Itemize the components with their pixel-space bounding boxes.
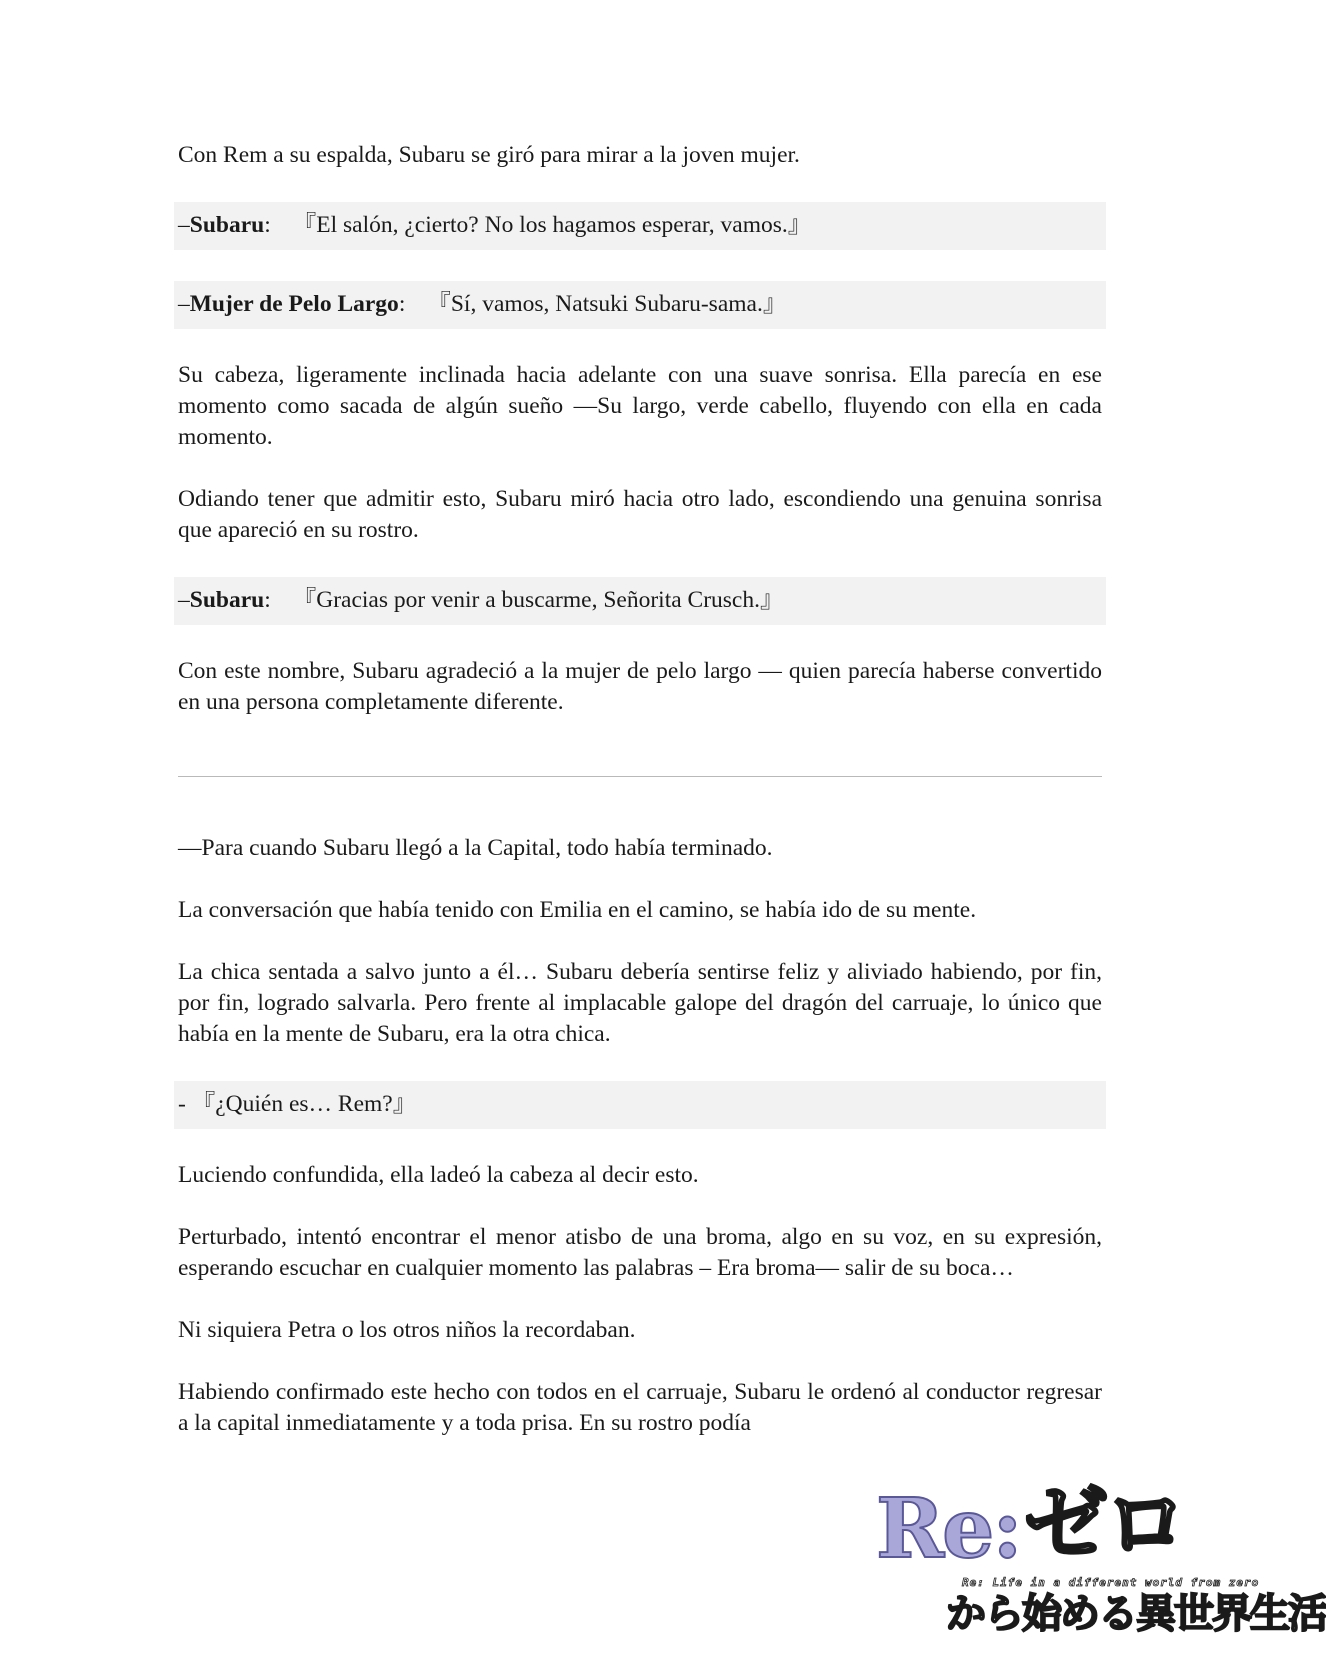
logo-japanese-title: から始める異世界生活 [946,1591,1326,1637]
dialogue-line [174,202,1106,250]
rezero-logo [874,1475,1326,1654]
dialogue-separator: : [398,291,406,317]
dialogue-line [174,1081,1106,1129]
paragraph: Perturbado, intentó encontrar el menor atisbo de una broma, algo en su voz, en su expresión, esperando escuchar en cualquier momento las palabras – Era broma— salir de su boca… [178,1224,1102,1281]
dialogue-separator: : [264,587,271,613]
paragraph: Luciendo confundida, ella ladeó la cabeza al decir esto. [178,1162,699,1188]
dialogue-text: 『Sí, vamos, Natsuki Subaru-sama.』 [427,291,787,317]
dialogue-speaker: Mujer de Pelo Largo [189,291,399,317]
dialogue-speaker: Subaru [189,587,265,613]
section-divider [178,776,1102,777]
paragraph: Ni siquiera Petra o los otros niños la recordaban. [178,1317,636,1343]
dialogue-prefix: – [178,212,190,238]
paragraph: La chica sentada a salvo junto a él… Subaru debería sentirse feliz y aliviado habiendo, por fin, por fin, logrado salvarla. Pero frente al implacable galope del dragón del carruaje, lo único que había en la mente de Subaru, era la otra chica. [178,959,1102,1047]
dialogue-separator: : [264,212,271,238]
paragraph: Su cabeza, ligeramente inclinada hacia adelante con una suave sonrisa. Ella parecía en ese momento como sacada de algún sueño —Su largo, verde cabello, fluyendo con ella en cada momento. [178,362,1102,450]
dialogue-text: 『¿Quién es… Rem?』 [191,1091,417,1117]
logo-re-text: Re: [876,1481,1021,1577]
dialogue-prefix: – [178,587,190,613]
dialogue-prefix: - [178,1091,192,1117]
document-body [178,140,1102,1439]
dialogue-text: 『El salón, ¿cierto? No los hagamos esperar, vamos.』 [292,212,812,238]
dialogue-text: 『Gracias por venir a buscarme, Señorita Crusch.』 [292,587,784,613]
dialogue-prefix: – [178,291,190,317]
logo-zero-text: ゼロ [1024,1475,1185,1573]
dialogue-line [174,281,1106,329]
logo-subtitle: Re: Life in a different world from zero [962,1576,1260,1589]
paragraph: Con Rem a su espalda, Subaru se giró para mirar a la joven mujer. [178,142,800,168]
paragraph: —Para cuando Subaru llegó a la Capital, todo había terminado. [178,835,773,861]
paragraph: Habiendo confirmado este hecho con todos en el carruaje, Subaru le ordenó al conductor regresar a la capital inmediatamente y a toda prisa. En su rostro podía [178,1379,1102,1436]
dialogue-line [174,577,1106,625]
dialogue-speaker: Subaru [189,212,265,238]
paragraph: La conversación que había tenido con Emilia en el camino, se había ido de su mente. [178,897,977,923]
paragraph: Con este nombre, Subaru agradeció a la mujer de pelo largo — quien parecía haberse convertido en una persona completamente diferente. [178,658,1102,715]
paragraph: Odiando tener que admitir esto, Subaru miró hacia otro lado, escondiendo una genuina sonrisa que apareció en su rostro. [178,486,1102,543]
